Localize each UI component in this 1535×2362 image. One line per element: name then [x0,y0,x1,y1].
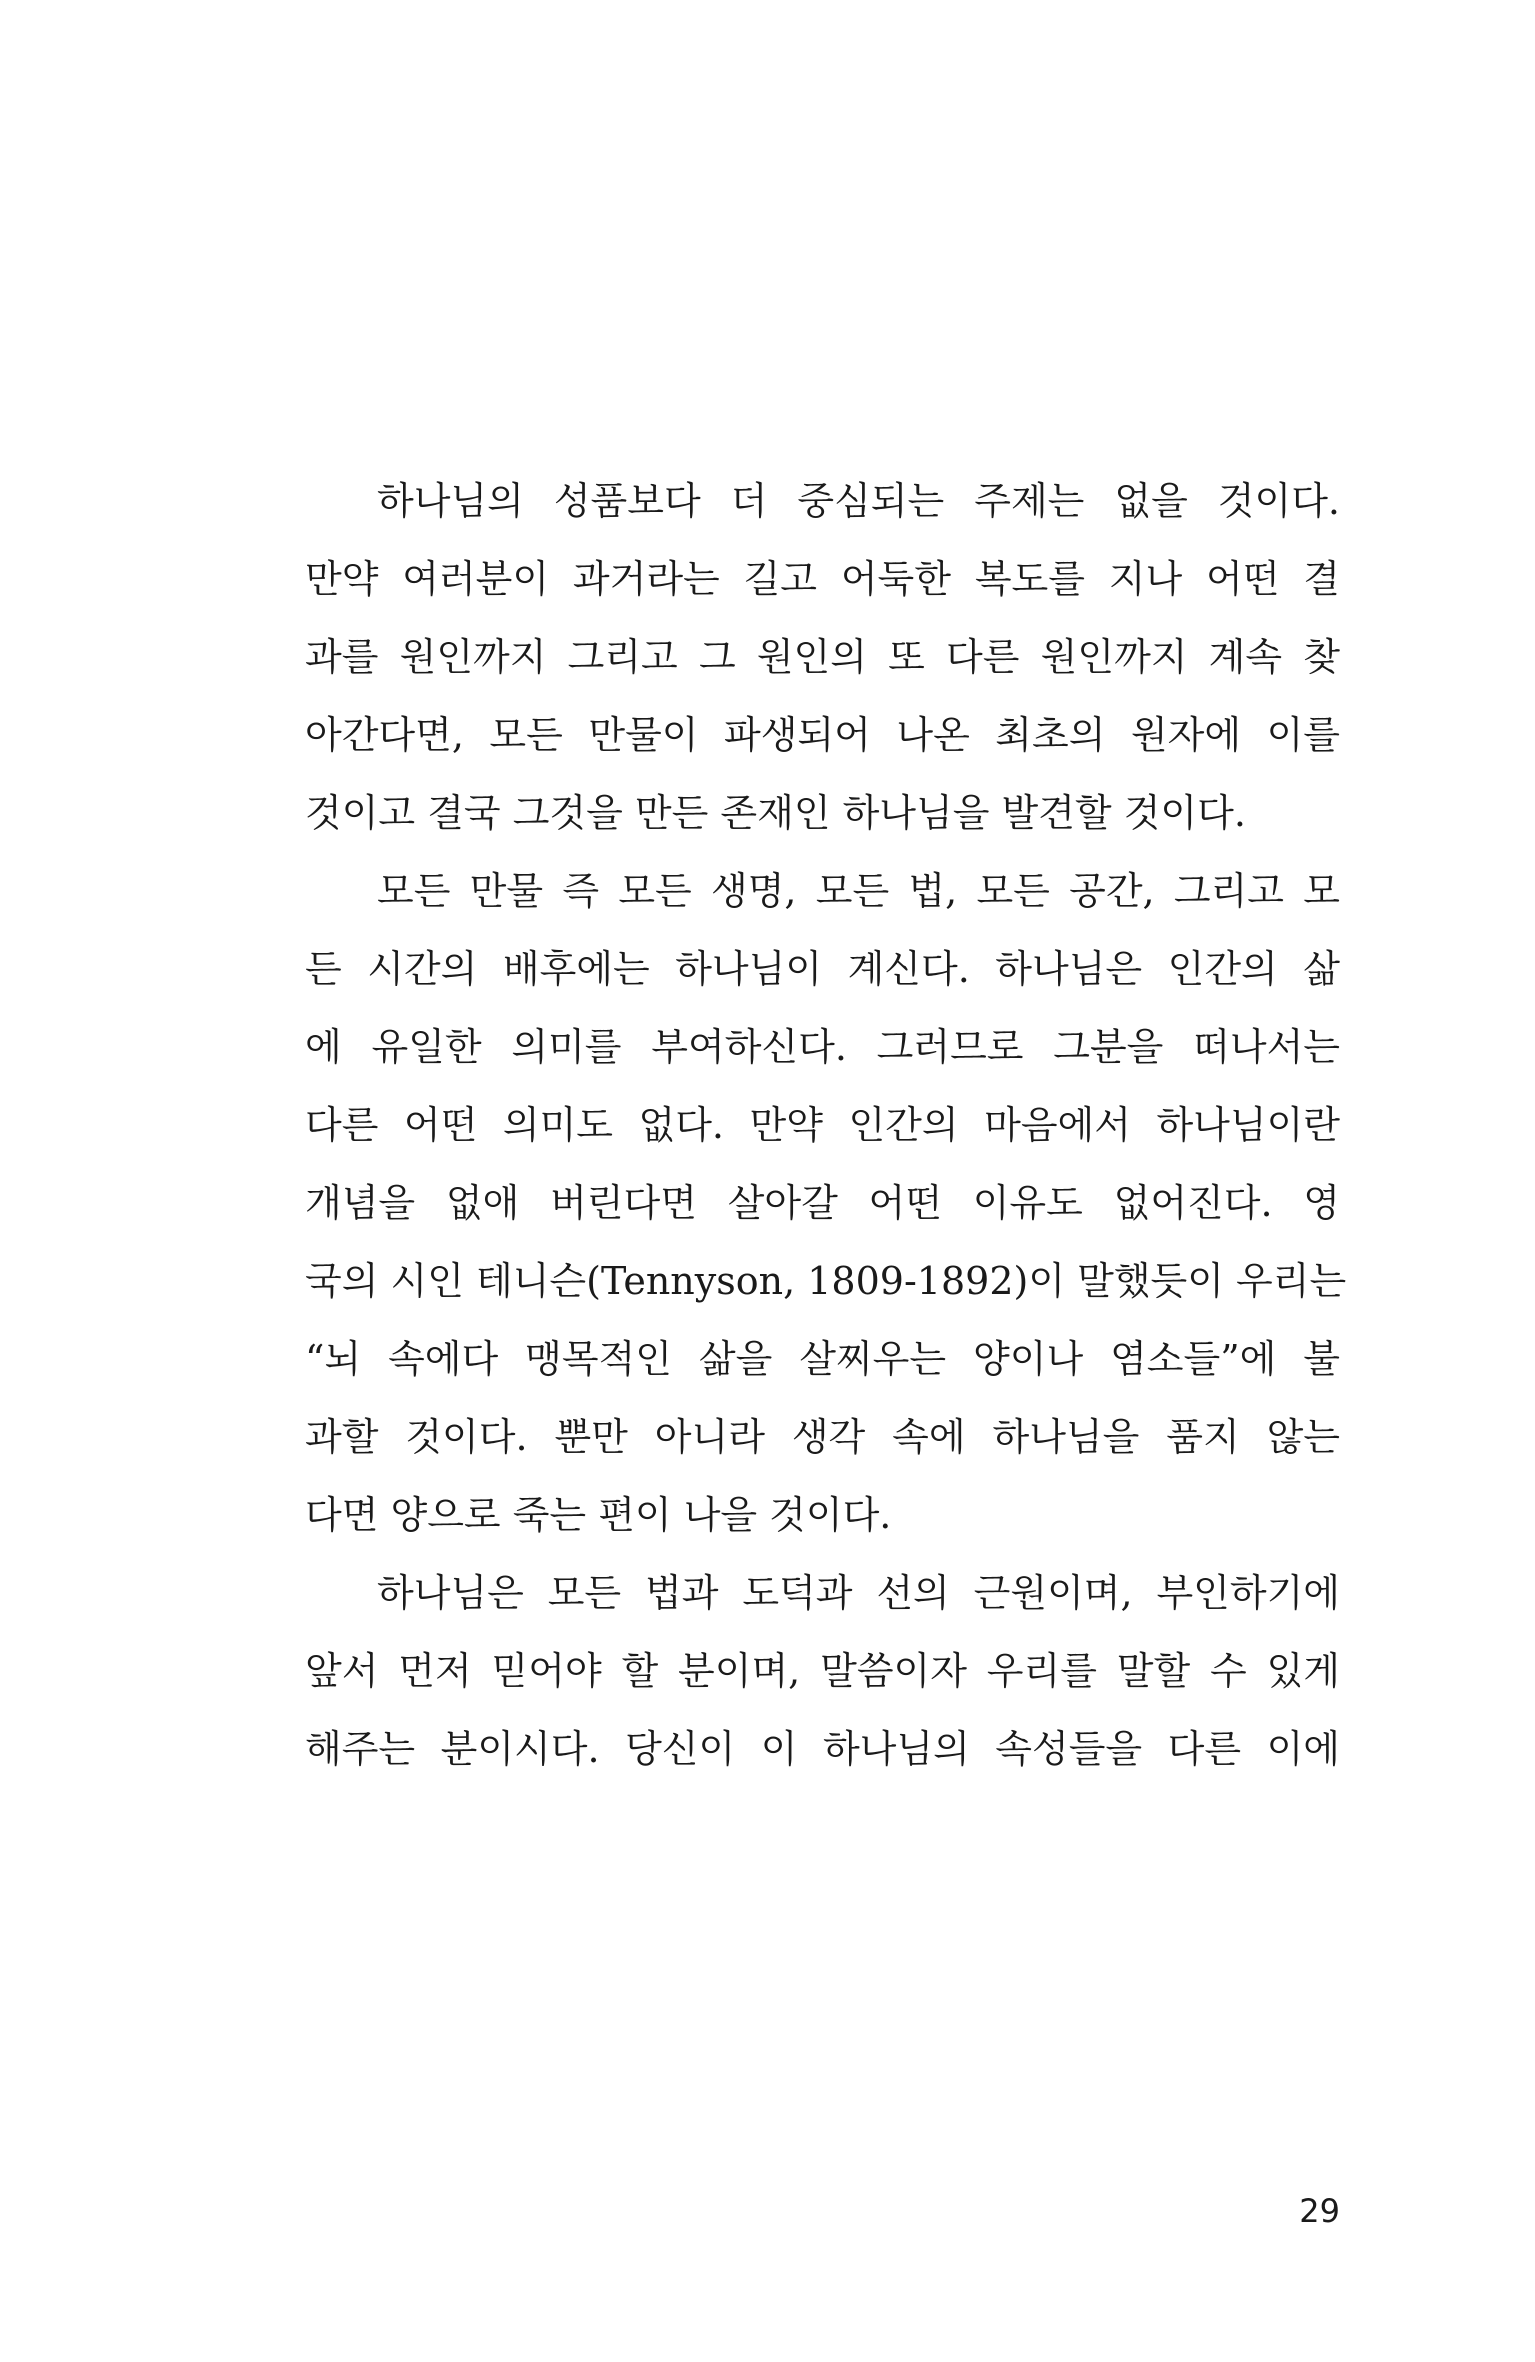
paragraph-2-line-4: 다른 어떤 의미도 없다. 만약 인간의 마음에서 하나님이란 [305,1103,1340,1147]
paragraph-3-line-3: 해주는 분이시다. 당신이 이 하나님의 속성들을 다른 이에 [305,1727,1340,1771]
paragraph-2-line-8: 과할 것이다. 뿐만 아니라 생각 속에 하나님을 품지 않는 [305,1415,1340,1459]
paragraph-1-line-2: 만약 여러분이 과거라는 길고 어둑한 복도를 지나 어떤 결 [305,557,1340,601]
paragraph-1-line-3: 과를 원인까지 그리고 그 원인의 또 다른 원인까지 계속 찾 [305,635,1340,679]
paragraph-2-line-7: “뇌 속에다 맹목적인 삶을 살찌우는 양이나 염소들”에 불 [305,1337,1340,1381]
paragraph-1-line-5: 것이고 결국 그것을 만든 존재인 하나님을 발견할 것이다. [305,791,1246,835]
page-number: 29 [1299,2192,1340,2230]
paragraph-2-line-5: 개념을 없애 버린다면 살아갈 어떤 이유도 없어진다. 영 [305,1181,1340,1225]
paragraph-1-line-4: 아간다면, 모든 만물이 파생되어 나온 최초의 원자에 이를 [305,713,1340,757]
paragraph-2-line-2: 든 시간의 배후에는 하나님이 계신다. 하나님은 인간의 삶 [305,947,1340,991]
paragraph-2-line-1: 모든 만물 즉 모든 생명, 모든 법, 모든 공간, 그리고 모 [377,869,1340,913]
paragraph-2-line-3: 에 유일한 의미를 부여하신다. 그러므로 그분을 떠나서는 [305,1025,1340,1069]
paragraph-1-line-1: 하나님의 성품보다 더 중심되는 주제는 없을 것이다. [377,479,1340,523]
paragraph-2-line-6: 국의 시인 테니슨(Tennyson, 1809-1892)이 말했듯이 우리는 [305,1259,1347,1303]
paragraph-3-line-1: 하나님은 모든 법과 도덕과 선의 근원이며, 부인하기에 [377,1571,1340,1615]
paragraph-2-line-9: 다면 양으로 죽는 편이 나을 것이다. [305,1493,892,1537]
body-text [305,462,1347,1788]
paragraph-3-line-2: 앞서 먼저 믿어야 할 분이며, 말씀이자 우리를 말할 수 있게 [305,1649,1340,1693]
